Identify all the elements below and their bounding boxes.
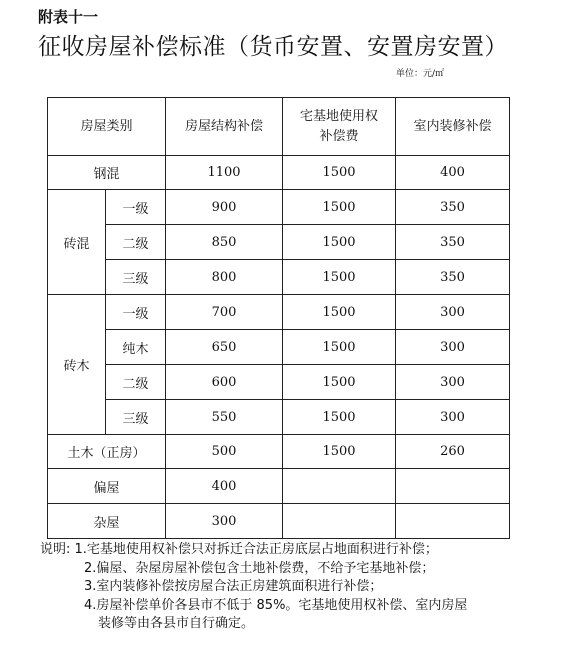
row-category: 砖混 <box>48 190 106 295</box>
cell-structure: 700 <box>166 295 283 330</box>
cell-decoration: 300 <box>396 330 510 365</box>
table-row <box>48 156 510 190</box>
cell-structure: 300 <box>166 504 283 539</box>
cell-decoration: 350 <box>396 260 510 295</box>
cell-decoration <box>396 469 510 504</box>
note-line-4: 4.房屋补偿单价各县市不低于 85%。宅基地使用权补偿、室内房屋 <box>84 597 468 613</box>
cell-structure: 850 <box>166 225 283 260</box>
note-line-2: 2.偏屋、杂屋房屋补偿包含土地补偿费，不给予宅基地补偿； <box>84 560 435 576</box>
table-row <box>48 295 510 330</box>
header-decoration: 室内装修补偿 <box>396 98 510 156</box>
table-row <box>48 365 510 400</box>
cell-grade: 三级 <box>106 260 166 295</box>
row-category: 砖木 <box>48 295 106 435</box>
page-title: 征收房屋补偿标准（货币安置、安置房安置） <box>38 34 508 60</box>
notes <box>40 541 467 634</box>
cell-grade: 一级 <box>106 295 166 330</box>
cell-grade: 一级 <box>106 190 166 225</box>
cell-land: 1500 <box>283 365 396 400</box>
note-line-5: 装修等由各县市自行确定。 <box>98 616 255 631</box>
row-category: 杂屋 <box>48 504 166 539</box>
note-line-1: 说明: 1.宅基地使用权补偿只对拆迁合法正房底层占地面积进行补偿； <box>40 542 438 557</box>
cell-decoration: 260 <box>396 435 510 469</box>
unit-note: 单位：元/㎡ <box>396 69 445 79</box>
table-row <box>48 400 510 435</box>
appendix-label: 附表十一 <box>38 8 99 26</box>
cell-land: 1500 <box>283 295 396 330</box>
table-row <box>48 330 510 365</box>
cell-structure: 400 <box>166 469 283 504</box>
table-row <box>48 260 510 295</box>
row-category: 偏屋 <box>48 469 166 504</box>
cell-land <box>283 469 396 504</box>
table-row <box>48 504 510 539</box>
cell-land <box>283 504 396 539</box>
note-line-3: 3.室内装修补偿按房屋合法正房建筑面积进行补偿； <box>84 579 383 594</box>
cell-land: 1500 <box>283 400 396 435</box>
table-row <box>48 190 510 225</box>
cell-structure: 500 <box>166 435 283 469</box>
table-header-row <box>48 98 510 156</box>
row-category: 土木（正房） <box>48 435 166 469</box>
cell-grade: 二级 <box>106 365 166 400</box>
cell-land: 1500 <box>283 260 396 295</box>
cell-structure: 800 <box>166 260 283 295</box>
header-land-line1: 宅基地使用权 <box>300 108 379 124</box>
cell-structure: 600 <box>166 365 283 400</box>
cell-decoration: 300 <box>396 295 510 330</box>
cell-grade: 三级 <box>106 400 166 435</box>
cell-land: 1500 <box>283 330 396 365</box>
cell-land: 1500 <box>283 190 396 225</box>
header-land-line2: 补偿费 <box>319 128 359 144</box>
cell-decoration: 400 <box>396 156 510 190</box>
cell-structure: 550 <box>166 400 283 435</box>
cell-land: 1500 <box>283 156 396 190</box>
cell-decoration: 350 <box>396 225 510 260</box>
cell-decoration: 300 <box>396 365 510 400</box>
cell-decoration: 300 <box>396 400 510 435</box>
compensation-table <box>47 97 510 539</box>
cell-grade: 纯木 <box>106 330 166 365</box>
row-category: 钢混 <box>48 156 166 190</box>
header-structure: 房屋结构补偿 <box>166 98 283 156</box>
cell-land: 1500 <box>283 435 396 469</box>
table-row <box>48 469 510 504</box>
cell-grade: 二级 <box>106 225 166 260</box>
table-row <box>48 225 510 260</box>
table-row <box>48 435 510 469</box>
cell-decoration <box>396 504 510 539</box>
cell-decoration: 350 <box>396 190 510 225</box>
header-category: 房屋类别 <box>48 98 166 156</box>
header-land <box>283 98 396 156</box>
cell-structure: 900 <box>166 190 283 225</box>
cell-land: 1500 <box>283 225 396 260</box>
cell-structure: 650 <box>166 330 283 365</box>
cell-structure: 1100 <box>166 156 283 190</box>
